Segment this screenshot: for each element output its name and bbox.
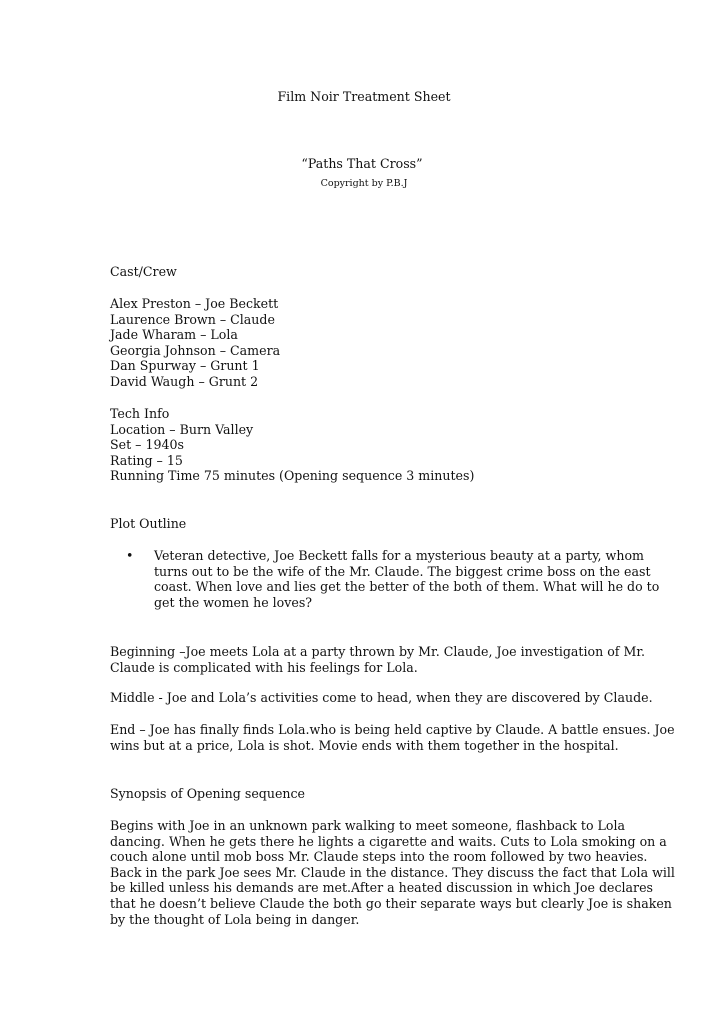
cast-member: David Waugh – Grunt 2	[110, 373, 259, 389]
cast-heading: Cast/Crew	[110, 264, 177, 279]
sheet-title: Film Noir Treatment Sheet	[277, 89, 451, 104]
cast-member: Jade Wharam – Lola	[110, 327, 238, 343]
plot-middle: Middle - Joe and Lola’s activities come to head, when they are discovered by Claude.	[110, 690, 653, 705]
copyright-notice: Copyright by P.B.J	[320, 178, 408, 189]
bullet-icon: •	[126, 548, 134, 563]
synopsis-text: Begins with Joe in an unknown park walking to meet someone, flashback to Lola dancing. When he gets there he lights a cigarette and waits. Cuts to Lola smoking on a couch alone until mob boss Mr. Claude steps into the room followed by two heavies. Back in the park Joe sees Mr. Claude in the distance. They discuss the fact that Lola will be killed unless his demands are met.After a heated discussion in which Joe declares that he doesn’t believe Claude the both go their separate ways but clearly Joe is shaken by the thought of Lola being in danger.	[110, 818, 675, 927]
tech-heading: Tech Info	[110, 406, 170, 421]
film-title	[0, 156, 728, 172]
cast-member: Laurence Brown – Claude	[110, 311, 275, 327]
synopsis-heading: Synopsis of Opening sequence	[110, 786, 306, 801]
plot-beginning: Beginning –Joe meets Lola at a party thrown by Mr. Claude, Joe investigation of Mr. Claude is complicated with his feelings for Lola.	[110, 644, 645, 675]
film-title-text: “Paths That Cross”	[301, 156, 423, 171]
tech-item: Rating – 15	[110, 452, 183, 468]
tech-info	[110, 406, 610, 484]
cast-member: Georgia Johnson – Camera	[110, 342, 281, 358]
plot-logline: Veteran detective, Joe Beckett falls for a mysterious beauty at a party, whom turns out to be the wife of the Mr. Claude. The biggest crime boss on the east coast. When love and lies get the better of the both of them. What will he do to get the women he loves?	[154, 548, 660, 610]
tech-item: Running Time 75 minutes (Opening sequence 3 minutes)	[110, 468, 475, 484]
cast-member: Dan Spurway – Grunt 1	[110, 358, 260, 374]
cast-list	[110, 296, 610, 390]
plot-end: End – Joe has finally finds Lola.who is being held captive by Claude. A battle ensues. Joe wins but at a price, Lola is shot. Movie ends with them together in the hospital.	[110, 722, 675, 753]
tech-item: Set – 1940s	[110, 437, 184, 453]
plot-heading: Plot Outline	[110, 516, 187, 531]
tech-item: Location – Burn Valley	[110, 421, 254, 437]
cast-member: Alex Preston – Joe Beckett	[110, 296, 279, 311]
